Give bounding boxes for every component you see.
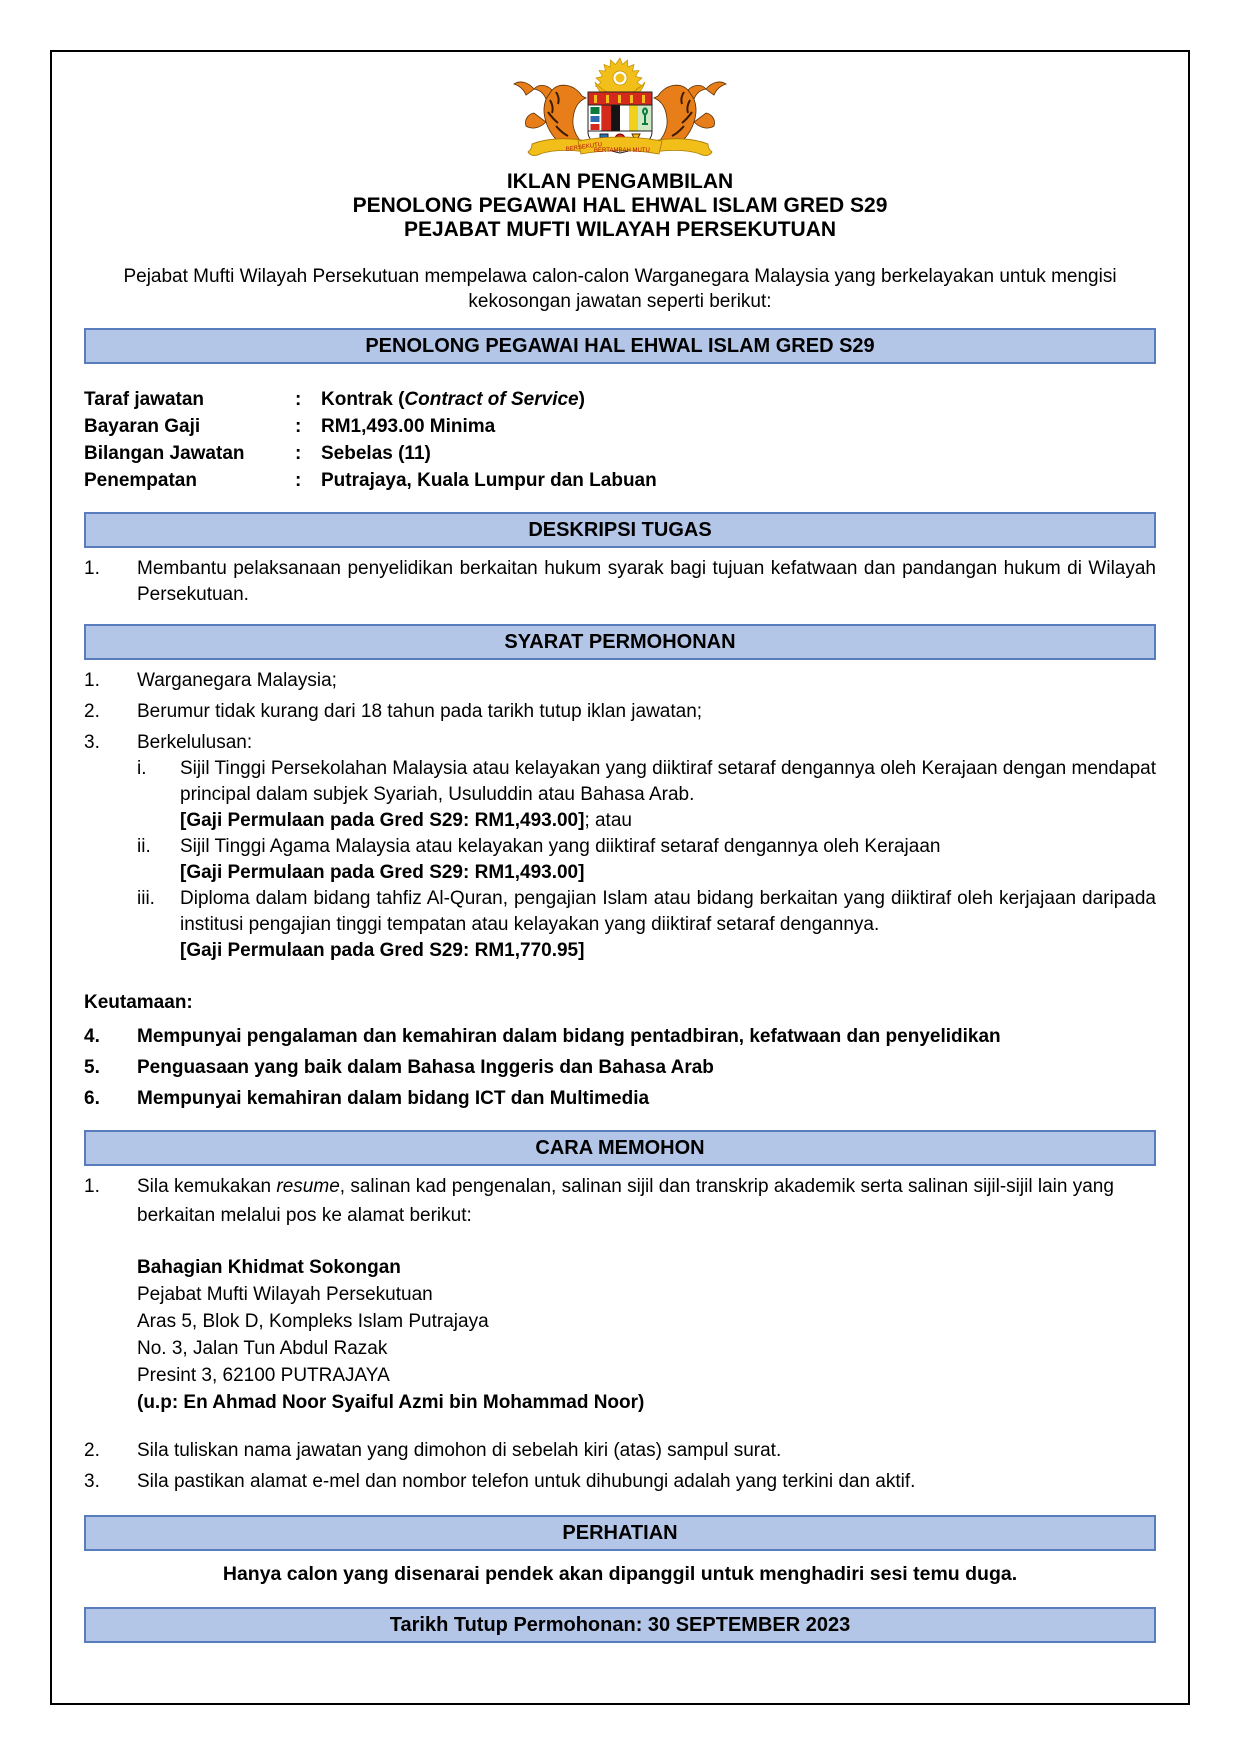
salary-note: [Gaji Permulaan pada Gred S29: RM1,493.00] (180, 862, 585, 883)
document-title-block (84, 170, 1156, 242)
table-row (84, 413, 1156, 440)
list-item-number: 1. (84, 1176, 100, 1197)
title-line-2: PENOLONG PEGAWAI HAL EHWAL ISLAM GRED S29 (352, 194, 888, 217)
list-item-text: Warganegara Malaysia; (137, 670, 337, 691)
list-item-number: 2. (84, 701, 100, 722)
address-line: Aras 5, Blok D, Kompleks Islam Putrajaya (137, 1311, 489, 1332)
list-item-number: 1. (84, 670, 100, 691)
subitem-body: Diploma dalam bidang tahfiz Al-Quran, pengajian Islam atau bidang berkaitan yang diiktiraf oleh kerjajaan daripada institusi pengajian tinggi tempatan atau kelayakan yang diiktiraf setaraf dengannya. (180, 888, 1156, 935)
subitem-salary-line (180, 808, 1156, 834)
closing-date-bar: Tarikh Tutup Permohonan: 30 SEPTEMBER 2023 (84, 1607, 1156, 1643)
list-item (84, 1172, 1156, 1230)
address-line: Pejabat Mufti Wilayah Persekutuan (137, 1284, 433, 1305)
detail-value-text: Putrajaya, Kuala Lumpur dan Labuan (321, 470, 657, 491)
detail-value-suffix: ) (578, 389, 585, 410)
cara-list (84, 1172, 1156, 1230)
subitem-salary-line (180, 938, 1156, 964)
document-page-border (50, 50, 1190, 1705)
list-item-text: Membantu pelaksanaan penyelidikan berkaitan hukum syarak bagi tujuan kefatwaan dan pandangan hukum di Wilayah Persekutuan. (137, 558, 1156, 605)
intro-paragraph: Pejabat Mufti Wilayah Persekutuan mempelawa calon-calon Warganegara Malaysia yang berkelayakan untuk mengisi kekosongan jawatan seperti berikut: (123, 266, 1117, 312)
table-row (84, 467, 1156, 494)
salary-note: [Gaji Permulaan pada Gred S29: RM1,770.95] (180, 940, 585, 961)
keutamaan-list (84, 1024, 1156, 1112)
list-item-text (180, 834, 1156, 886)
list-item (84, 1469, 1156, 1495)
emblem-motto-right: BERTAMBAH MUTU (594, 148, 650, 154)
section-header-cara-memohon: CARA MEMOHON (84, 1130, 1156, 1166)
cara-item1-post: , salinan kad pengenalan, salinan sijil dan transkrip akademik serta salinan sijil-sijil lain yang berkaitan melalui pos ke alamat berikut: (137, 1176, 1114, 1226)
list-item-text: Mempunyai pengalaman dan kemahiran dalam bidang pentadbiran, kefatwaan dan penyelidikan (137, 1026, 1001, 1047)
cara-list-continued (84, 1438, 1156, 1495)
subitem-body: Sijil Tinggi Agama Malaysia atau kelayakan yang diiktiraf setaraf dengannya oleh Kerajaan (180, 836, 941, 857)
list-item-text: Penguasaan yang baik dalam Bahasa Inggeris dan Bahasa Arab (137, 1057, 714, 1078)
detail-value (321, 413, 1156, 440)
address-department: Bahagian Khidmat Sokongan (137, 1257, 401, 1278)
list-item-number: i. (137, 758, 147, 779)
table-row (84, 440, 1156, 467)
cara-item1-italic: resume (276, 1176, 340, 1197)
list-subitem (137, 886, 1156, 964)
detail-value (321, 440, 1156, 467)
list-item-text: Sila tuliskan nama jawatan yang dimohon di sebelah kiri (atas) sampul surat. (137, 1440, 782, 1461)
detail-label: Penempatan (84, 470, 197, 491)
perhatian-notice-text: Hanya calon yang disenarai pendek akan dipanggil untuk menghadiri sesi temu duga. (222, 1563, 1018, 1585)
detail-label: Bilangan Jawatan (84, 443, 245, 464)
subitem-body: Sijil Tinggi Persekolahan Malaysia atau kelayakan yang diiktiraf setaraf dengannya oleh Kerajaan dengan mendapat principal dalam subjek Syariah, Usuluddin atau Bahasa Arab. (180, 758, 1156, 805)
list-item (84, 668, 1156, 694)
subitem-salary-line (180, 860, 1156, 886)
detail-value (321, 467, 1156, 494)
detail-value-italic: Contract of Service (404, 389, 579, 410)
list-item-text (180, 886, 1156, 964)
list-item-number: 1. (84, 558, 100, 579)
detail-value-text: Kontrak ( (321, 389, 405, 410)
syarat-list (84, 668, 1156, 964)
detail-colon: : (295, 389, 302, 410)
detail-label: Taraf jawatan (84, 389, 205, 410)
list-item (84, 556, 1156, 608)
detail-label: Bayaran Gaji (84, 416, 201, 437)
position-title-bar: PENOLONG PEGAWAI HAL EHWAL ISLAM GRED S29 (84, 328, 1156, 364)
list-item-number: 6. (84, 1088, 100, 1109)
emblem-motto-left: BERSEKUTU (565, 141, 603, 153)
list-item-text (180, 756, 1156, 834)
emblem-container (84, 56, 1156, 162)
list-item-text: Berkelulusan: (137, 732, 253, 753)
list-item (84, 1055, 1156, 1081)
detail-colon: : (295, 443, 302, 464)
section-header-perhatian: PERHATIAN (84, 1515, 1156, 1551)
address-line: Presint 3, 62100 PUTRAJAYA (137, 1365, 390, 1386)
detail-value-text: RM1,493.00 Minima (321, 416, 496, 437)
section-header-syarat-permohonan: SYARAT PERMOHONAN (84, 624, 1156, 660)
deskripsi-list (84, 556, 1156, 608)
keutamaan-heading: Keutamaan: (84, 992, 193, 1013)
title-line-3: PEJABAT MUFTI WILAYAH PERSEKUTUAN (403, 218, 837, 241)
detail-value (321, 386, 1156, 413)
mailing-address-block (137, 1254, 1156, 1416)
list-item (84, 1438, 1156, 1464)
section-header-deskripsi-tugas: DESKRIPSI TUGAS (84, 512, 1156, 548)
list-item-number: iii. (137, 888, 155, 909)
list-item-number: ii. (137, 836, 151, 857)
salary-note: [Gaji Permulaan pada Gred S29: RM1,493.00] (180, 810, 585, 831)
detail-value-text: Sebelas (11) (321, 443, 431, 464)
cara-item1-pre: Sila kemukakan (137, 1176, 277, 1197)
detail-colon: : (295, 416, 302, 437)
list-item-number: 3. (84, 732, 100, 753)
list-item-number: 2. (84, 1440, 100, 1461)
title-line-1: IKLAN PENGAMBILAN (506, 170, 734, 193)
list-item-text: Berumur tidak kurang dari 18 tahun pada tarikh tutup iklan jawatan; (137, 701, 703, 722)
list-item (84, 1024, 1156, 1050)
job-details-table (84, 386, 1156, 494)
list-subitem (137, 834, 1156, 886)
list-item (84, 730, 1156, 756)
list-item (84, 699, 1156, 725)
list-item-number: 3. (84, 1471, 100, 1492)
list-item-text: Mempunyai kemahiran dalam bidang ICT dan Multimedia (137, 1088, 650, 1109)
address-attention-line: (u.p: En Ahmad Noor Syaiful Azmi bin Mohammad Noor) (137, 1392, 645, 1413)
list-item-number: 5. (84, 1057, 100, 1078)
list-item-text (137, 1172, 1156, 1230)
list-item-number: 4. (84, 1026, 100, 1047)
list-subitem (137, 756, 1156, 834)
list-item (84, 1086, 1156, 1112)
table-row (84, 386, 1156, 413)
salary-after: ; atau (584, 810, 632, 831)
detail-colon: : (295, 470, 302, 491)
list-item-text: Sila pastikan alamat e-mel dan nombor telefon untuk dihubungi adalah yang terkini dan aktif. (137, 1471, 916, 1492)
address-line: No. 3, Jalan Tun Abdul Razak (137, 1338, 388, 1359)
malaysia-coat-of-arms-icon (494, 56, 746, 162)
